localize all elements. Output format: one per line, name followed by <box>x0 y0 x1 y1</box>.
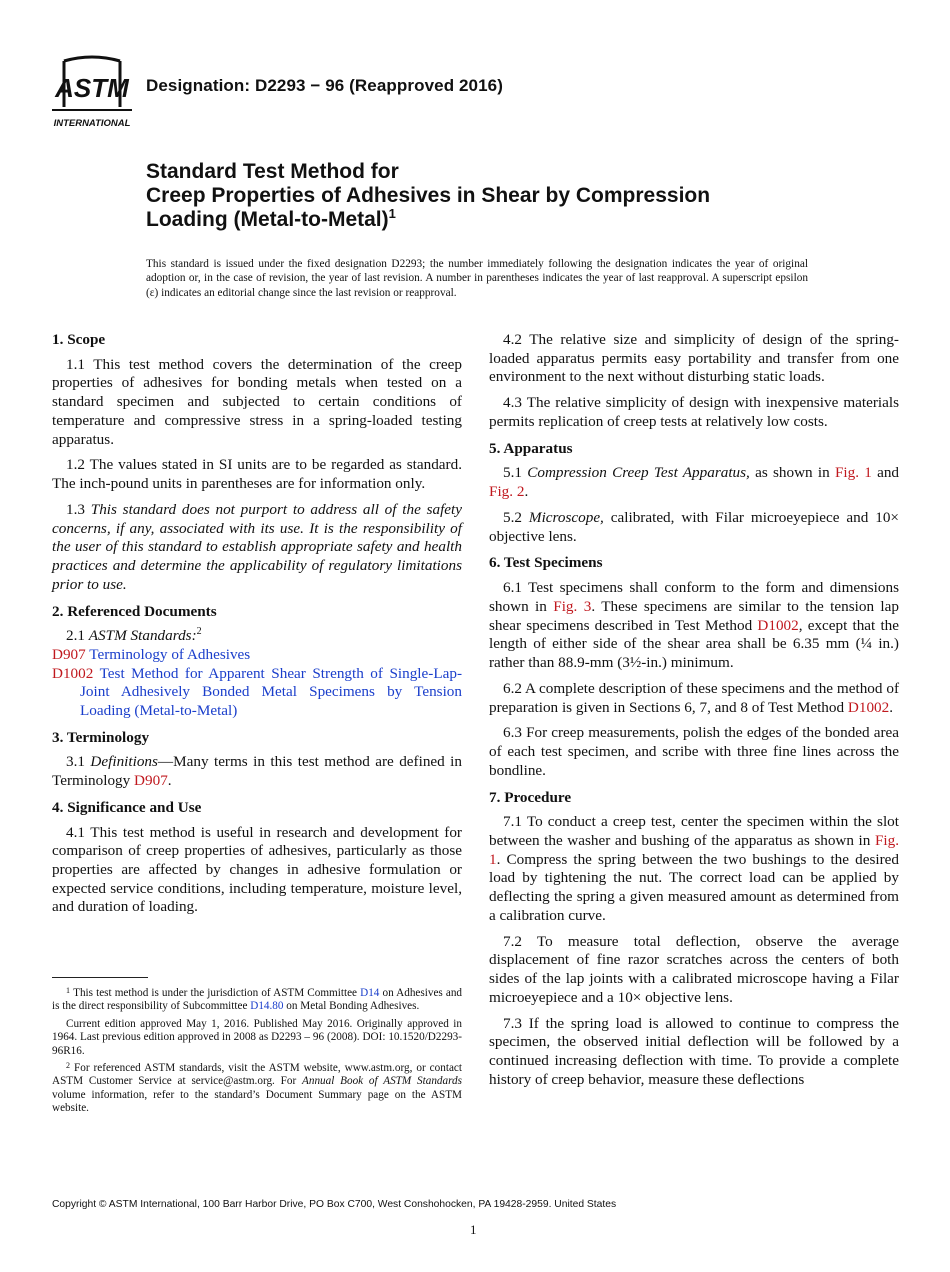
footnote-1 <box>52 987 462 1014</box>
astm-logo-icon <box>50 55 134 131</box>
paragraph-text: and <box>871 464 900 482</box>
paragraph-3-1 <box>52 753 462 790</box>
reference-code-link[interactable]: D1002 <box>52 664 94 682</box>
reference-link-d1002[interactable]: D1002 <box>757 616 799 634</box>
right-column <box>489 331 899 1097</box>
safety-statement: This standard does not purport to address all of the safety concerns, if any, associated with its use. It is the responsibility of the user of this standard to establish appropriate safety and health practices and determine the applicability of regulatory limitations prior to use. <box>52 501 462 593</box>
footnote-text: volume information, refer to the standard’s Document Summary page on the ASTM website. <box>52 1088 462 1115</box>
paragraph-1-1: 1.1 This test method covers the determination of the creep properties of adhesives for bonding metals when tested on a standard specimen and subjected to certain conditions of temperature and compressive stress in a spring-loaded testing apparatus. <box>52 355 462 448</box>
reference-title-link[interactable]: Test Method for Apparent Shear Strength of Single-Lap-Joint Adhesively Bonded Metal Specimens by Tension Loading (Metal-to-Metal) <box>80 664 462 720</box>
paragraph-number: 5.2 <box>503 509 522 526</box>
paragraph-7-3: 7.3 If the spring load is allowed to continue to compress the specimen, the observed initial deflection will be followed by a continued increasing deflection with time. To provide a complete history of creep behavior, measure these deflections <box>489 1014 899 1088</box>
reference-link-d907[interactable]: D907 <box>134 772 168 790</box>
astm-standards-label: ASTM Standards: <box>88 627 197 645</box>
paragraph-text: 6.2 A complete description of these specimens and the method of preparation is given in Sections 6, 7, and 8 of Test Method <box>489 679 899 716</box>
astm-logo <box>50 55 134 131</box>
figure-link-2[interactable]: Fig. 2 <box>489 483 525 501</box>
section-heading-terminology: 3. Terminology <box>52 728 150 746</box>
reference-code-link[interactable]: D907 <box>52 645 86 663</box>
subcommittee-link[interactable]: D14.80 <box>250 1000 284 1013</box>
paragraph-text: . <box>889 698 894 716</box>
paragraph-text: calibrated, with Filar microeyepiece and 10× objective lens. <box>489 509 899 545</box>
apparatus-label: Compression Creep Test Apparatus, <box>527 464 750 482</box>
paragraph-text: . <box>524 483 529 501</box>
paragraph-1-2: 1.2 The values stated in SI units are to be regarded as standard. The inch-pound units in parentheses are for information only. <box>52 456 462 493</box>
section-heading-referenced-documents: 2. Referenced Documents <box>52 602 217 620</box>
footnote-divider <box>52 977 148 978</box>
footnote-text: on Metal Bonding Adhesives. <box>283 1000 420 1013</box>
title-line-3 <box>146 208 866 232</box>
microscope-label: Microscope, <box>528 509 604 526</box>
reference-link-d1002[interactable]: D1002 <box>847 698 890 716</box>
footnotes <box>52 987 462 1120</box>
figure-link-1[interactable]: Fig. 1 <box>489 831 899 868</box>
title-line-3-text: Loading (Metal-to-Metal) <box>146 208 389 231</box>
page-number: 1 <box>470 1222 477 1237</box>
paragraph-4-1: 4.1 This test method is useful in research and development for comparison of creep properties of adhesives, particularly as those properties are affected by changes in adhesive formulation or expected service conditions, including temperature, moisture level, and duration of loading. <box>52 823 462 916</box>
section-heading-apparatus: 5. Apparatus <box>489 439 573 457</box>
paragraph-5-1 <box>489 464 899 501</box>
definitions-label: Definitions <box>90 753 158 771</box>
footnote-text: This test method is under the jurisdiction of ASTM Committee <box>73 987 361 999</box>
paragraph-6-3: 6.3 For creep measurements, polish the edges of the bonded area of each test specimen, and scribe with three fine lines across the bondline. <box>489 724 899 779</box>
paragraph-text: . Compress the spring between the two bushings to the desired load by tightening the nut. The correct load can be applied by deflecting the spring a given measured amount as determined from a calibration curve. <box>489 850 899 924</box>
footnote-mark: 1 <box>66 986 70 995</box>
title-line-2: Creep Properties of Adhesives in Shear by Compression <box>146 184 711 207</box>
paragraph-number: 5.1 <box>503 464 522 482</box>
figure-link-3[interactable]: Fig. 3 <box>553 597 592 615</box>
title-footnote-mark: 1 <box>388 206 396 221</box>
copyright-notice: Copyright © ASTM International, 100 Barr Harbor Drive, PO Box C700, West Conshohocken, PA 19428-2959. United States <box>52 1199 617 1210</box>
footnote-1-edition: Current edition approved May 1, 2016. Published May 2016. Originally approved in 1964. Last previous edition approved in 2008 as D2293 – 96 (2008). DOI: 10.1520/D2293-96R16. <box>52 1017 462 1057</box>
paragraph-number: 3.1 <box>66 753 85 771</box>
paragraph-5-2 <box>489 509 899 546</box>
paragraph-text: , except that the length of either side of the shear area shall be 6.35 mm (¼ in.) rather than 88.9-mm (3½-in.) minimum. <box>489 616 899 671</box>
annual-book-title: Annual Book of ASTM Standards <box>302 1075 462 1088</box>
paragraph-text: . <box>167 772 172 790</box>
title-line-1: Standard Test Method for <box>146 160 399 183</box>
footnote-mark: 2 <box>66 1061 70 1071</box>
footnote-mark: 2 <box>196 626 202 638</box>
logo-text: ASTM <box>55 73 129 103</box>
left-column <box>52 331 462 924</box>
paragraph-text: 7.1 To conduct a creep test, center the specimen within the slot between the washer and bushing of the apparatus as shown in <box>489 813 899 849</box>
reference-item-d1002[interactable] <box>52 665 462 721</box>
section-heading-scope: 1. Scope <box>52 331 106 348</box>
paragraph-1-3 <box>52 501 462 595</box>
section-heading-test-specimens: 6. Test Specimens <box>489 554 603 572</box>
reference-item-d907[interactable] <box>52 646 462 665</box>
paragraph-number: 2.1 <box>66 627 85 645</box>
paragraph-number: 1.3 <box>66 501 85 518</box>
section-heading-significance: 4. Significance and Use <box>52 798 202 816</box>
footnote-2 <box>52 1062 462 1116</box>
footnote-text: For referenced ASTM standards, visit the ASTM website, www.astm.org, or contact ASTM Customer Service at service@astm.org. For <box>52 1062 462 1088</box>
reference-title-link[interactable]: Terminology of Adhesives <box>89 645 251 663</box>
designation: Designation: D2293 − 96 (Reapproved 2016) <box>146 76 503 95</box>
paragraph-7-1 <box>489 813 899 925</box>
paragraph-7-2: 7.2 To measure total deflection, observe the average displacement of fine razor scratches across the centers of both sides of the lap joints with a calibrated microscope having a Filar microeyepiece and a 10× objective lens. <box>489 932 899 1006</box>
paragraph-6-2 <box>489 680 899 717</box>
footnote-text: on Adhesives and is the direct responsibility of Subcommittee <box>52 987 463 1013</box>
paragraph-text: 6.1 Test specimens shall conform to the form and dimensions shown in <box>489 579 899 615</box>
paragraph-4-3: 4.3 The relative simplicity of design with inexpensive materials permits replication of creep tests at relatively low costs. <box>489 394 899 430</box>
committee-link[interactable]: D14 <box>360 987 380 999</box>
paragraph-2-1 <box>52 627 462 646</box>
paragraph-6-1 <box>489 579 899 673</box>
paragraph-text: as shown in <box>749 464 835 482</box>
paragraph-text: . These specimens are similar to the tension lap shear specimens described in Test Method <box>489 597 899 634</box>
issuance-note: This standard is issued under the fixed designation D2293; the number immediately following the designation indicates the year of original adoption or, in the case of revision, the year of last revision. A number in parentheses indicates the year of last reapproval. A superscript epsilon (ε) indicates an editorial change since the last revision or reapproval. <box>146 258 808 299</box>
paragraph-4-2: 4.2 The relative size and simplicity of design of the spring-loaded apparatus permits easy portability and transfer from one environment to the next without disturbing static loads. <box>489 331 899 386</box>
document-title <box>146 160 866 232</box>
paragraph-text: —Many terms in this test method are defined in Terminology <box>52 753 462 790</box>
figure-link-1[interactable]: Fig. 1 <box>834 464 872 482</box>
logo-subtext: INTERNATIONAL <box>53 118 131 129</box>
section-heading-procedure: 7. Procedure <box>489 788 572 806</box>
